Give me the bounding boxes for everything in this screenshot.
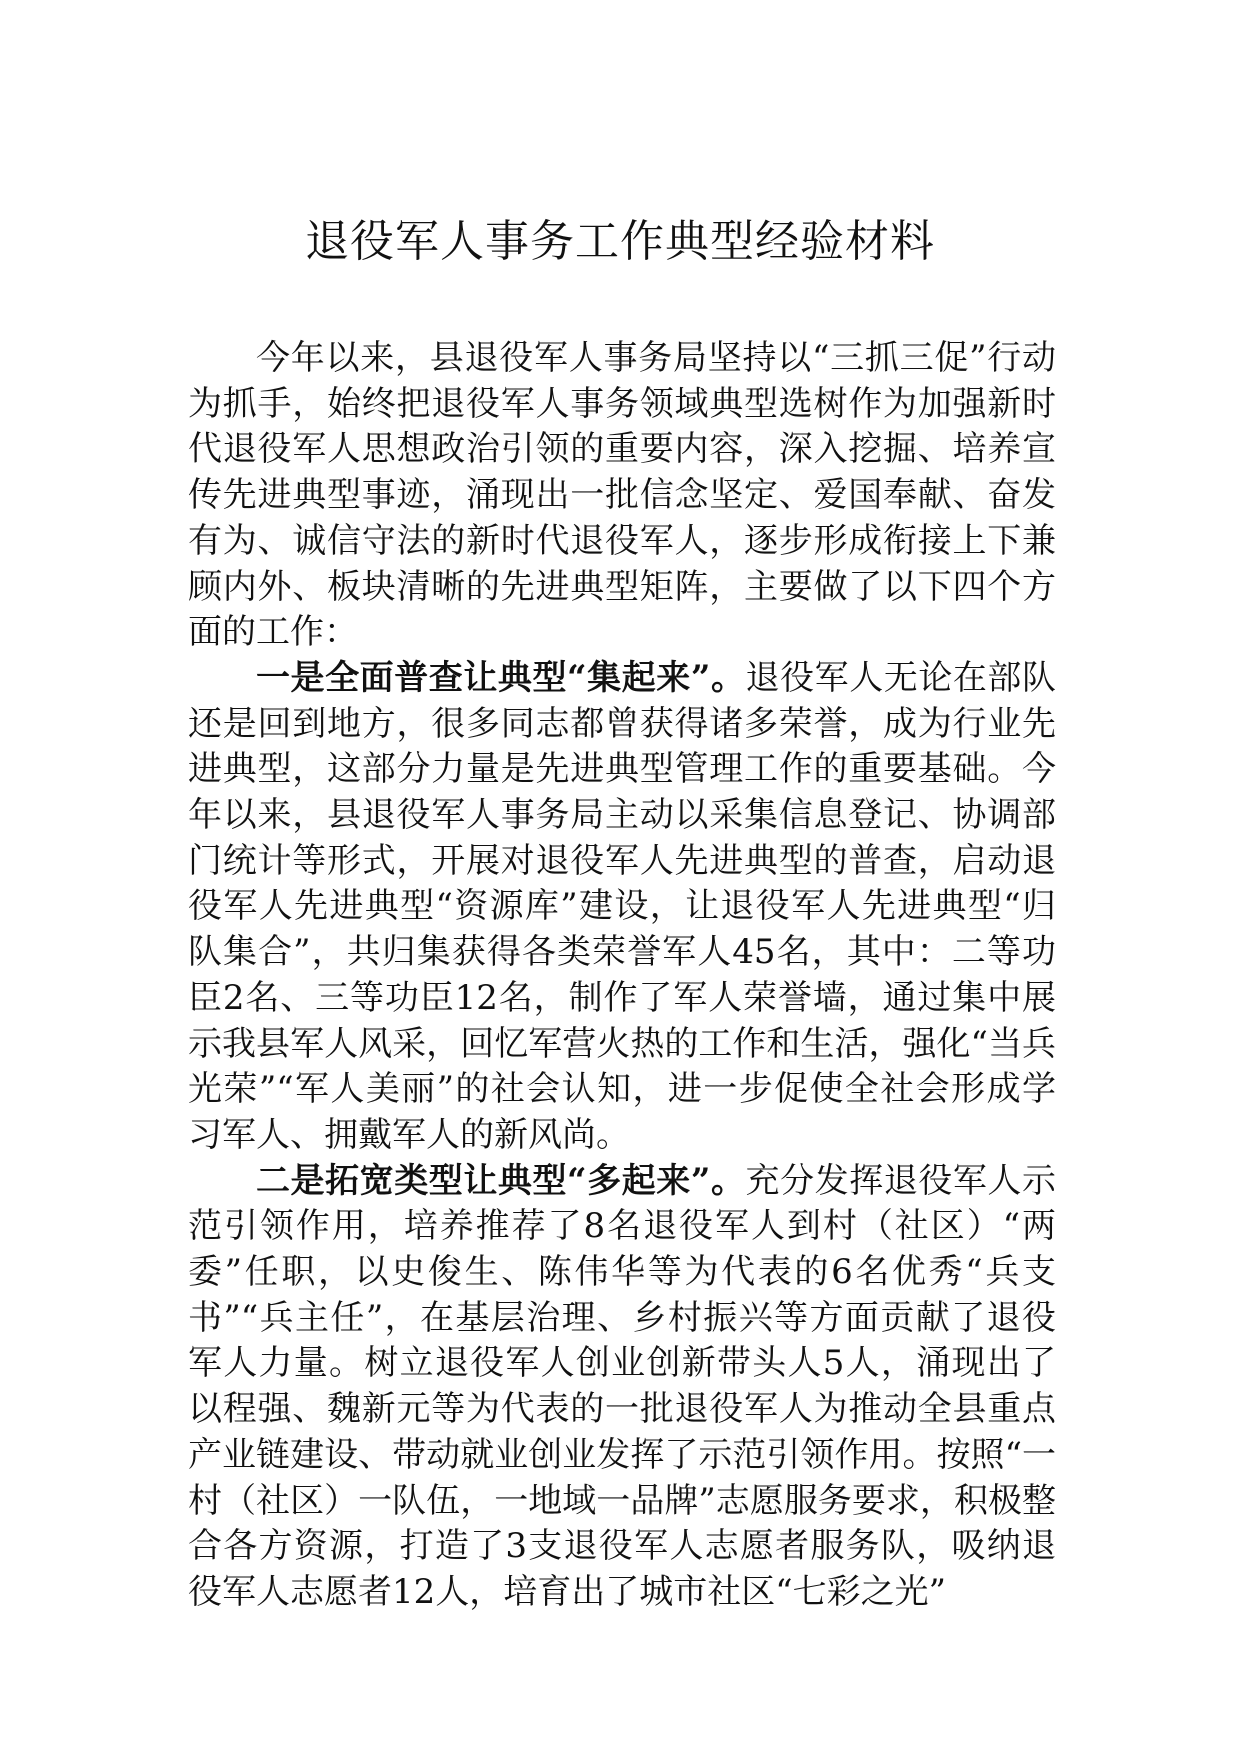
document-body: [188, 336, 1056, 1616]
paragraph-section-2: [188, 1159, 1056, 1616]
document-title: 退役军人事务工作典型经验材料: [305, 216, 935, 267]
paragraph-text: 退役军人无论在部队还是回到地方，很多同志都曾获得诸多荣誉，成为行业先进典型，这部分力量是先进典型管理工作的重要基础。今年以来，县退役军人事务局主动以采集信息登记、协调部门统计等形式，开展对退役军人先进典型的普查，启动退役军人先进典型“资源库”建设，让退役军人先进典型“归队集合”，共归集获得各类荣誉军人45名，其中：二等功臣2名、三等功臣12名，制作了军人荣誉墙，通过集中展示我县军人风采，回忆军营火热的工作和生活，强化“当兵光荣”“军人美丽”的社会认知，进一步促使全社会形成学习军人、拥戴军人的新风尚。: [188, 657, 1056, 1155]
section-heading: 二是拓宽类型让典型“多起来”。: [256, 1160, 746, 1201]
paragraph-section-1: [188, 656, 1056, 1159]
paragraph-intro: [188, 336, 1056, 656]
paragraph-text: 今年以来，县退役军人事务局坚持以“三抓三促”行动为抓手，始终把退役军人事务领域典型选树作为加强新时代退役军人思想政治引领的重要内容，深入挖掘、培养宣传先进典型事迹，涌现出一批信念坚定、爱国奉献、奋发有为、诚信守法的新时代退役军人，逐步形成衔接上下兼顾内外、板块清晰的先进典型矩阵，主要做了以下四个方面的工作：: [188, 338, 1056, 653]
section-heading: 一是全面普查让典型“集起来”。: [256, 657, 746, 698]
paragraph-text: 充分发挥退役军人示范引领作用，培养推荐了8名退役军人到村（社区）“两委”任职，以史俊生、陈伟华等为代表的6名优秀“兵支书”“兵主任”，在基层治理、乡村振兴等方面贡献了退役军人力量。树立退役军人创业创新带头人5人，涌现出了以程强、魏新元等为代表的一批退役军人为推动全县重点产业链建设、带动就业创业发挥了示范引领作用。按照“一村（社区）一队伍，一地域一品牌”志愿服务要求，积极整合各方资源，打造了3支退役军人志愿者服务队，吸纳退役军人志愿者12人，培育出了城市社区“七彩之光”: [188, 1160, 1056, 1612]
